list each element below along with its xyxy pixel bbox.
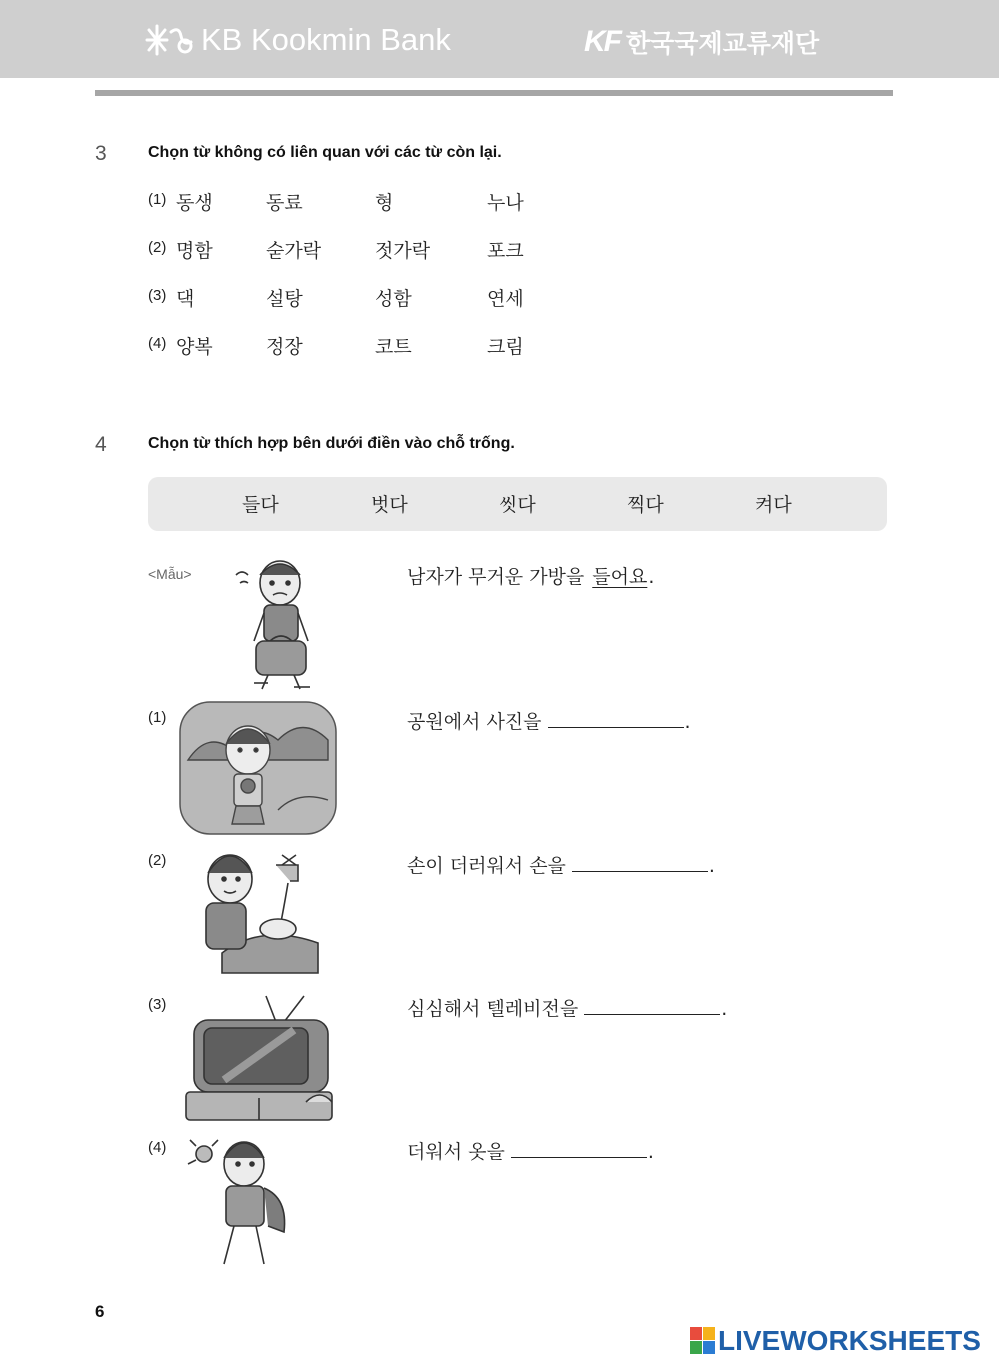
item-4-period: . <box>647 1141 654 1163</box>
q3-row-4-label: (4) <box>148 335 167 352</box>
q3-row-4-word-3[interactable]: 코트 <box>375 336 412 358</box>
kf-org-name: 한국국제교류재단 <box>626 29 820 58</box>
word-bank-item: 들다 <box>242 494 279 516</box>
item-3-sentence <box>407 994 727 1021</box>
kf-logo <box>584 22 819 62</box>
item-1-sentence-text: 공원에서 사진을 <box>407 711 542 733</box>
word-bank-item: 켜다 <box>755 494 792 516</box>
q3-row-1-label: (1) <box>148 191 167 208</box>
item-2-sentence-text: 손이 더러워서 손을 <box>407 855 566 877</box>
boy-washing-hands-illustration <box>192 843 322 981</box>
q3-row-1-word-3[interactable]: 형 <box>375 192 394 214</box>
kb-star-icon <box>145 22 195 58</box>
q3-row-1-word-2[interactable]: 동료 <box>266 192 303 214</box>
word-bank-item: 씻다 <box>499 494 536 516</box>
q3-row-3-word-4[interactable]: 연세 <box>487 288 524 310</box>
item-3-sentence-text: 심심해서 텔레비전을 <box>407 998 579 1020</box>
q3-row-2-word-4[interactable]: 포크 <box>487 240 524 262</box>
example-label: <Mẫu> <box>148 566 192 582</box>
word-bank-item: 벗다 <box>371 494 408 516</box>
item-1-answer-blank[interactable] <box>548 710 684 728</box>
item-4-label: (4) <box>148 1139 167 1156</box>
item-3-period: . <box>721 998 728 1020</box>
question-4-instruction: Chọn từ thích hợp bên dưới điền vào chỗ trống. <box>148 435 515 452</box>
q3-row-3-word-2[interactable]: 설탕 <box>266 288 303 310</box>
q3-row-2-word-1[interactable]: 명함 <box>176 240 213 262</box>
item-4-sentence <box>407 1137 654 1164</box>
q3-row-1-word-4[interactable]: 누나 <box>487 192 524 214</box>
question-3-instruction: Chọn từ không có liên quan với các từ còn lại. <box>148 144 502 161</box>
kb-logo <box>145 20 451 60</box>
q3-row-3-word-3[interactable]: 성함 <box>375 288 412 310</box>
man-carrying-bag-illustration <box>228 553 323 693</box>
example-answer: 들어요 <box>592 566 648 588</box>
q3-row-3-word-1[interactable]: 댁 <box>176 288 195 310</box>
item-1-period: . <box>684 711 691 733</box>
q3-row-3-label: (3) <box>148 287 167 304</box>
television-illustration <box>184 992 334 1122</box>
example-sentence <box>407 562 654 589</box>
q3-row-4-word-4[interactable]: 크림 <box>487 336 524 358</box>
boy-taking-off-jacket-illustration <box>182 1130 302 1270</box>
q3-row-2-label: (2) <box>148 239 167 256</box>
item-4-answer-blank[interactable] <box>511 1140 647 1158</box>
q3-row-2-word-2[interactable]: 숟가락 <box>266 240 322 262</box>
header-rule <box>95 90 893 96</box>
question-3-number: 3 <box>95 142 107 165</box>
item-3-answer-blank[interactable] <box>584 997 720 1015</box>
liveworksheets-logo <box>690 1325 981 1357</box>
word-bank-item: 찍다 <box>627 494 664 516</box>
kb-brand-text: KB Kookmin Bank <box>201 22 451 57</box>
q3-row-1-word-1[interactable]: 동생 <box>176 192 213 214</box>
item-1-label: (1) <box>148 709 167 726</box>
page-number: 6 <box>95 1302 105 1321</box>
page-header <box>0 0 999 78</box>
kf-mark: KF <box>584 25 620 58</box>
liveworksheets-icon <box>690 1327 716 1355</box>
item-3-label: (3) <box>148 996 167 1013</box>
item-2-answer-blank[interactable] <box>572 854 708 872</box>
item-1-sentence <box>407 707 691 734</box>
item-4-sentence-text: 더워서 옷을 <box>407 1141 505 1163</box>
girl-taking-photo-illustration <box>178 700 338 836</box>
q3-row-4-word-2[interactable]: 정장 <box>266 336 303 358</box>
item-2-period: . <box>708 855 715 877</box>
item-2-label: (2) <box>148 852 167 869</box>
question-4-number: 4 <box>95 433 107 456</box>
liveworksheets-brand: LIVEWORKSHEETS <box>718 1325 981 1356</box>
example-sentence-text: 남자가 무거운 가방을 <box>407 566 585 588</box>
example-period: . <box>648 566 655 588</box>
q3-row-4-word-1[interactable]: 양복 <box>176 336 213 358</box>
q3-row-2-word-3[interactable]: 젓가락 <box>375 240 431 262</box>
item-2-sentence <box>407 851 715 878</box>
